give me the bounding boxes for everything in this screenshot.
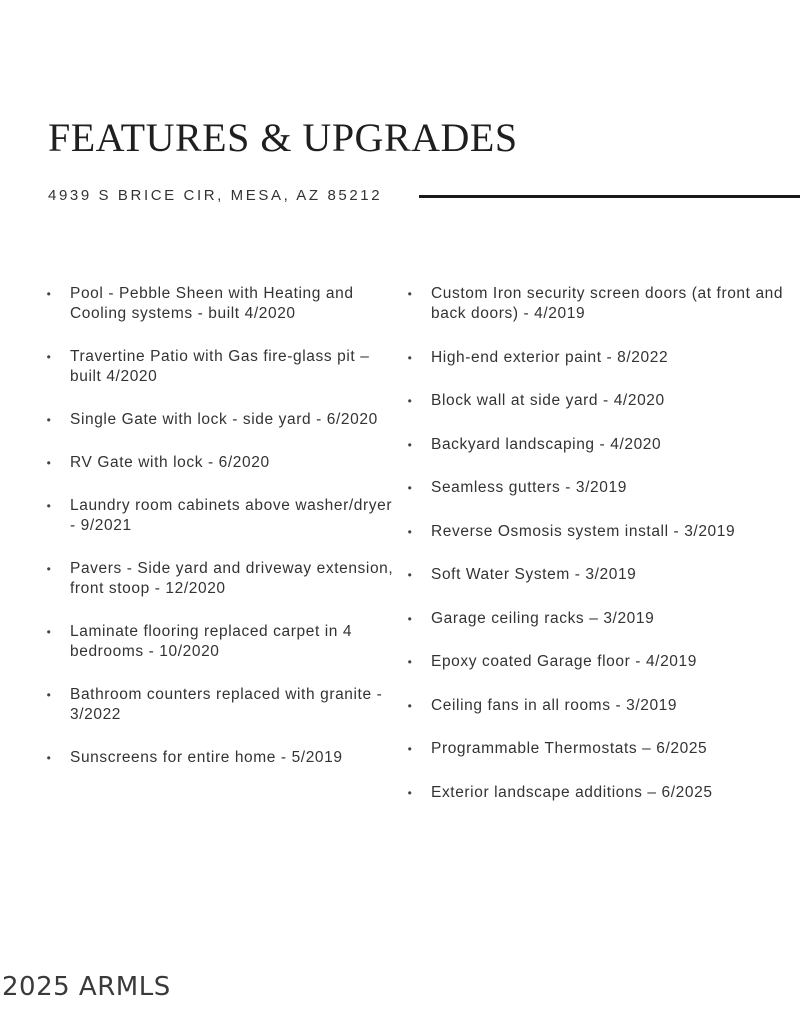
bullet-icon: • — [46, 350, 52, 364]
bullet-icon: • — [407, 785, 413, 800]
bullet-icon: • — [46, 456, 52, 470]
list-item-text: Laundry room cabinets above washer/dryer - 9/2021 — [70, 497, 393, 534]
list-item-text: Single Gate with lock - side yard - 6/2020 — [70, 411, 378, 428]
features-list-right — [405, 284, 785, 826]
list-item — [405, 435, 785, 455]
list-item-text: Bathroom counters replaced with granite - 3/2022 — [70, 686, 383, 723]
list-item — [44, 284, 400, 324]
list-item — [44, 559, 400, 599]
copyright-watermark: 2025 ARMLS — [2, 972, 171, 1002]
bullet-icon: • — [407, 742, 413, 756]
list-item — [405, 284, 785, 324]
list-item — [44, 685, 400, 725]
features-list-left — [44, 284, 400, 791]
bullet-icon: • — [407, 524, 413, 539]
list-item — [405, 522, 785, 542]
bullet-icon: • — [407, 394, 413, 408]
list-item-text: Pavers - Side yard and driveway extension, front stoop - 12/2020 — [70, 560, 394, 597]
page-title: FEATURES & UPGRADES — [48, 115, 518, 160]
list-item-text: Soft Water System - 3/2019 — [431, 566, 637, 583]
bullet-icon: • — [46, 562, 52, 576]
list-item-text: Epoxy coated Garage floor - 4/2019 — [431, 653, 697, 670]
bullet-icon: • — [407, 481, 413, 495]
list-item — [405, 478, 785, 498]
list-item-text: Sunscreens for entire home - 5/2019 — [70, 749, 343, 766]
divider-rule — [419, 195, 800, 198]
list-item-text: Reverse Osmosis system install - 3/2019 — [431, 522, 736, 540]
list-item-text: Garage ceiling racks – 3/2019 — [431, 609, 655, 627]
address-row — [48, 186, 800, 206]
list-item-text: Exterior landscape additions – 6/2025 — [431, 783, 713, 801]
list-item — [44, 410, 400, 430]
list-item-text: Pool - Pebble Sheen with Heating and Cooling systems - built 4/2020 — [70, 285, 354, 322]
bullet-icon: • — [407, 350, 413, 365]
list-item-text: Ceiling fans in all rooms - 3/2019 — [431, 696, 678, 714]
bullet-icon: • — [407, 437, 413, 452]
list-item — [405, 739, 785, 759]
list-item — [405, 609, 785, 629]
list-item — [405, 652, 785, 672]
list-item-text: Programmable Thermostats – 6/2025 — [431, 740, 708, 757]
list-item — [44, 622, 400, 662]
bullet-icon: • — [407, 655, 413, 669]
bullet-icon: • — [407, 698, 413, 713]
bullet-icon: • — [46, 625, 52, 639]
list-item — [44, 748, 400, 768]
bullet-icon: • — [46, 413, 52, 427]
list-item — [405, 565, 785, 585]
bullet-icon: • — [407, 568, 413, 582]
list-item — [405, 696, 785, 716]
property-address: 4939 S BRICE CIR, MESA, AZ 85212 — [48, 187, 383, 204]
bullet-icon: • — [407, 287, 413, 301]
list-item — [44, 453, 400, 473]
bullet-icon: • — [46, 688, 52, 702]
list-item-text: RV Gate with lock - 6/2020 — [70, 454, 270, 471]
list-item-text: Block wall at side yard - 4/2020 — [431, 392, 665, 409]
list-item-text: Backyard landscaping - 4/2020 — [431, 435, 662, 453]
list-item-text: Laminate flooring replaced carpet in 4 bedrooms - 10/2020 — [70, 623, 353, 660]
bullet-icon: • — [407, 611, 413, 626]
list-item — [44, 496, 400, 536]
bullet-icon: • — [46, 751, 52, 765]
bullet-icon: • — [46, 499, 52, 513]
list-item-text: Custom Iron security screen doors (at front and back doors) - 4/2019 — [431, 285, 784, 322]
list-item-text: Travertine Patio with Gas fire-glass pit – built 4/2020 — [70, 348, 370, 385]
list-item — [405, 391, 785, 411]
list-item — [44, 347, 400, 387]
list-item — [405, 783, 785, 803]
list-item — [405, 348, 785, 368]
list-item-text: Seamless gutters - 3/2019 — [431, 479, 627, 496]
list-item-text: High-end exterior paint - 8/2022 — [431, 348, 669, 366]
bullet-icon: • — [46, 287, 52, 301]
